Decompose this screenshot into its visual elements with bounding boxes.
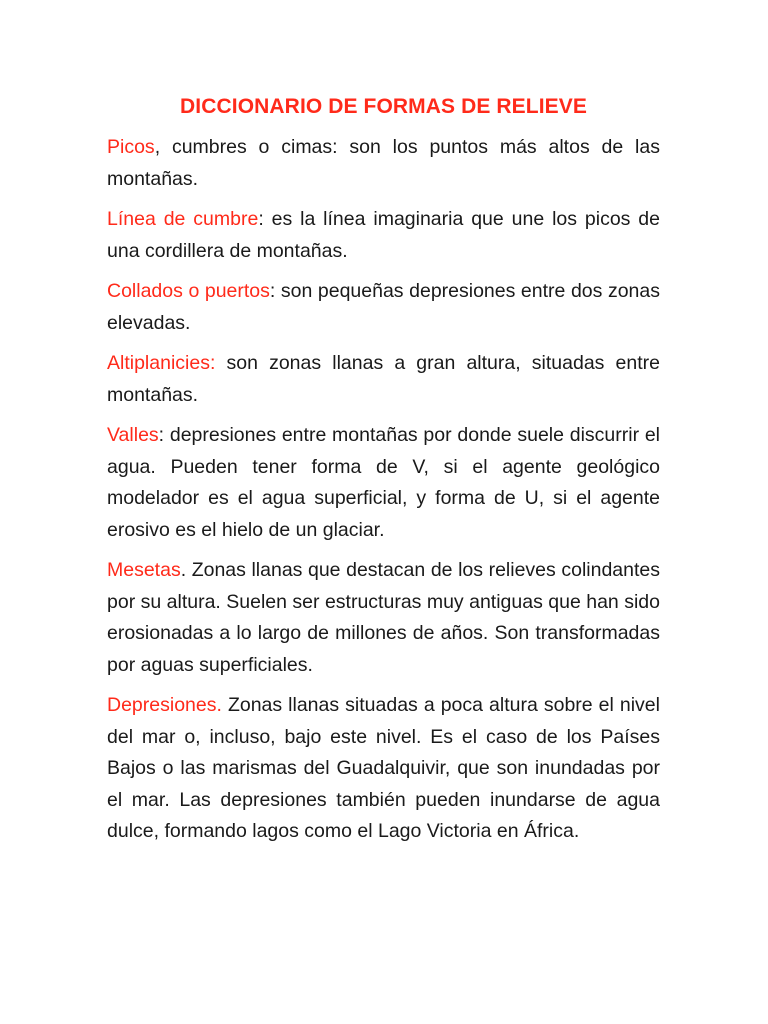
- entry-term: Picos: [107, 136, 155, 158]
- entry-altiplanicies: [107, 348, 660, 411]
- entry-term: Collados o puertos: [107, 280, 270, 302]
- entry-linea-de-cumbre: [107, 204, 660, 267]
- entry-definition: : son pequeñas depresiones entre dos zonas elevadas.: [107, 280, 660, 334]
- entry-definition: : es la línea imaginaria que une los picos de una cordillera de montañas.: [107, 208, 660, 262]
- entry-definition: : depresiones entre montañas por donde suele discurrir el agua. Pueden tener forma de V, si el agente geológico modelador es el agua superficial, y forma de U, si el agente erosivo es el hielo de un glaciar.: [107, 424, 660, 541]
- page-title: DICCIONARIO DE FORMAS DE RELIEVE: [180, 95, 587, 118]
- entry-term: Línea de cumbre: [107, 208, 259, 230]
- entry-definition: . Zonas llanas que destacan de los relieves colindantes por su altura. Suelen ser estructuras muy antiguas que han sido erosionadas a lo largo de millones de años. Son transformadas por aguas superficiales.: [107, 559, 660, 676]
- entry-picos: [107, 132, 660, 195]
- entry-term: Depresiones.: [107, 694, 222, 716]
- document-page: [107, 92, 660, 857]
- entry-collados: [107, 276, 660, 339]
- entry-mesetas: [107, 555, 660, 681]
- entry-depresiones: [107, 690, 660, 848]
- entry-definition: Zonas llanas situadas a poca altura sobre el nivel del mar o, incluso, bajo este nivel. Es el caso de los Países Bajos o las marismas del Guadalquivir, que son inundadas por el mar. Las depresiones también pueden inundarse de agua dulce, formando lagos como el Lago Victoria en África.: [107, 694, 660, 842]
- entry-valles: [107, 420, 660, 546]
- entry-definition: , cumbres o cimas: son los puntos más altos de las montañas.: [107, 136, 660, 190]
- entry-term: Altiplanicies:: [107, 352, 216, 374]
- entry-term: Valles: [107, 424, 159, 446]
- entry-definition: son zonas llanas a gran altura, situadas entre montañas.: [107, 352, 660, 406]
- entry-term: Mesetas: [107, 559, 181, 581]
